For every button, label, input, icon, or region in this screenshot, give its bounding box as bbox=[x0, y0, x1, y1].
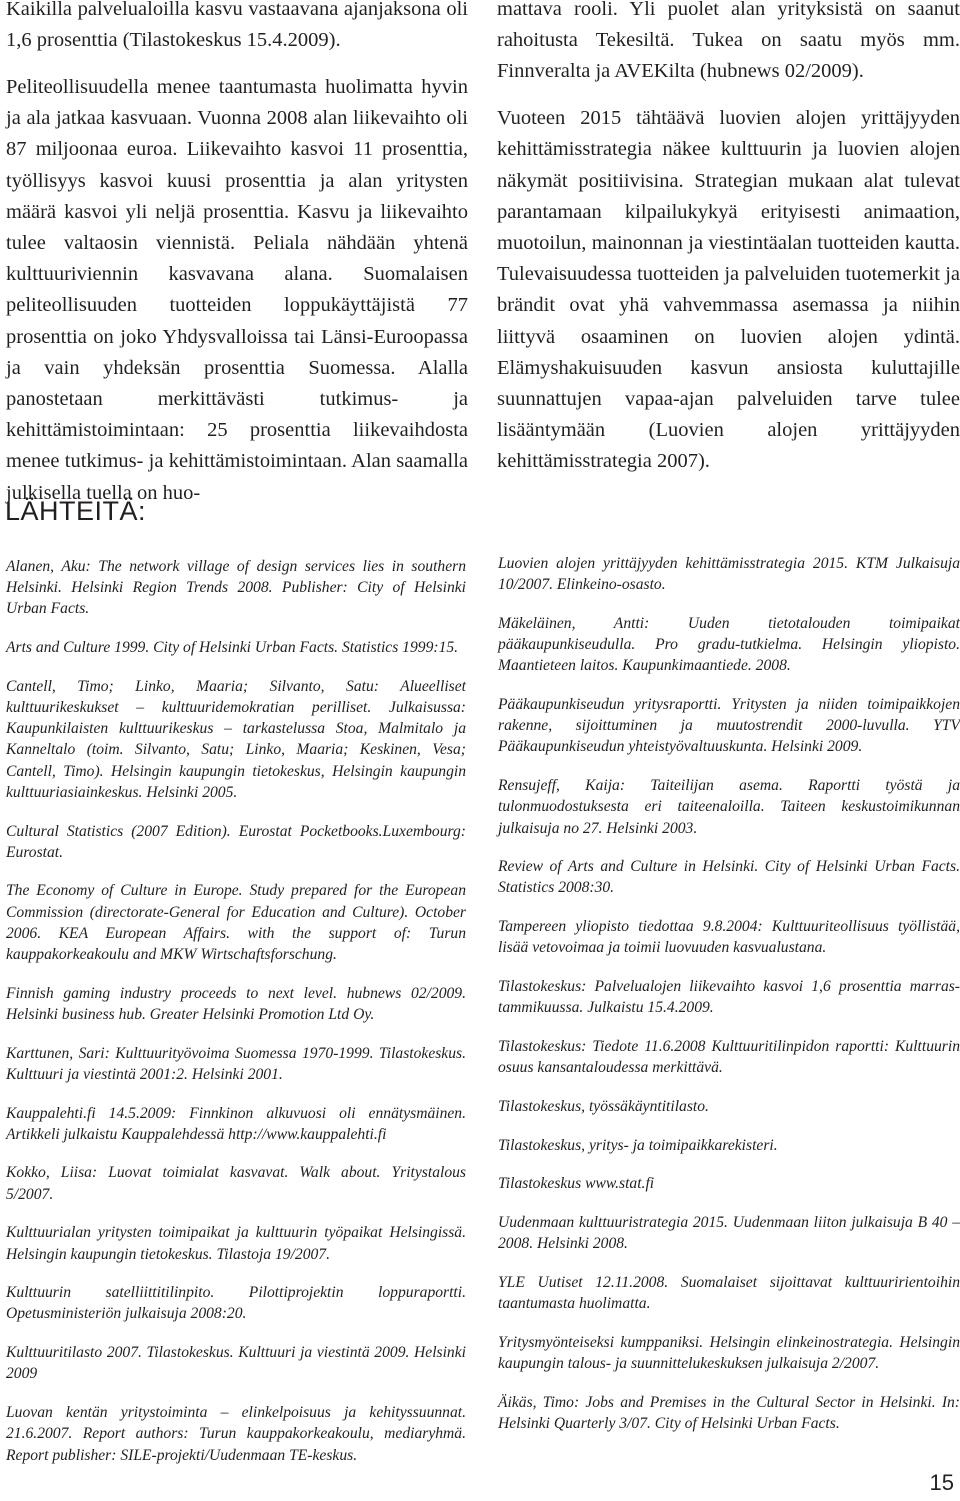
reference-item: YLE Uutiset 12.11.2008. Suomalaiset sijoittavat kulttuuririentoihin taantumasta huolimatta. bbox=[498, 1273, 960, 1313]
reference-item: The Economy of Culture in Europe. Study prepared for the European Commission (directorate-General for Education and Culture). October 2006. KEA European Affairs. with the support of: Turun kauppakorkeakoulu and MKW Wirtschaftsforschung. bbox=[6, 882, 466, 964]
reference-item: Tilastokeskus www.stat.fi bbox=[498, 1175, 655, 1193]
reference-item: Karttunen, Sari: Kulttuurityövoima Suomessa 1970-1999. Tilastokeskus. Kulttuuri ja viestintä 2001:2. Helsinki 2001. bbox=[6, 1044, 466, 1083]
reference-item: Yritysmyönteiseksi kumppaniksi. Helsingin elinkeinostrategia. Helsingin kaupungin talous- ja suunnittelukeskuksen julkaisuja 2/2007. bbox=[498, 1333, 960, 1372]
references-column-left bbox=[6, 556, 466, 1483]
references-column-right bbox=[498, 553, 960, 1452]
reference-item: Tilastokeskus: Tiedote 11.6.2008 Kulttuuritilinpidon raportti: Kulttuurin osuus kansantaloudessa merkittävä. bbox=[498, 1037, 960, 1077]
reference-item: Äikäs, Timo: Jobs and Premises in the Cultural Sector in Helsinki. In: Helsinki Quarterly 3/07. City of Helsinki Urban Facts. bbox=[498, 1393, 960, 1432]
reference-item: Review of Arts and Culture in Helsinki. City of Helsinki Urban Facts. Statistics 2008:30. bbox=[498, 858, 960, 897]
body-paragraph: Kaikilla palvelualoilla kasvu vastaavana ajanjaksona oli 1,6 prosenttia (Tilastokeskus 15.4.2009). bbox=[6, 0, 468, 52]
reference-item: Luovan kentän yritystoiminta – elinkelpoisuus ja kehityssuunnat. 21.6.2007. Report authors: Turun kauppakorkeakoulu, mediaryhmä. Report publisher: SILE-projekti/Uudenmaan TE-keskus. bbox=[6, 1404, 466, 1464]
reference-item: Tilastokeskus: Palvelualojen liikevaihto kasvoi 1,6 prosenttia marras-tammikuussa. Julkaistu 15.4.2009. bbox=[498, 978, 960, 1017]
reference-item: Pääkaupunkiseudun yritysraportti. Yritysten ja niiden toimipaikkojen rakenne, sijoittuminen ja muutostrendit 2000-luvulla. YTV Pääkaupunkiseudun yhteistyövaltuuskunta. Helsinki 2009. bbox=[498, 696, 960, 756]
body-paragraph: mattava rooli. Yli puolet alan yrityksistä on saanut rahoitusta Tekesiltä. Tukea on saatu myös mm. Finnveralta ja AVEKilta (hubnews 02/2009). bbox=[497, 0, 960, 83]
reference-item: Luovien alojen yrittäjyyden kehittämisstrategia 2015. KTM Julkaisuja 10/2007. Elinkeino-osasto. bbox=[498, 555, 960, 594]
reference-item: Uudenmaan kulttuuristrategia 2015. Uudenmaan liiton julkaisuja B 40 – 2008. Helsinki 2008. bbox=[498, 1213, 960, 1253]
reference-item: Cultural Statistics (2007 Edition). Eurostat Pocketbooks.Luxembourg: Eurostat. bbox=[6, 822, 466, 861]
reference-item: Arts and Culture 1999. City of Helsinki Urban Facts. Statistics 1999:15. bbox=[6, 639, 459, 657]
page-number: 15 bbox=[929, 1470, 954, 1495]
body-column-right bbox=[497, 0, 960, 493]
reference-item: Cantell, Timo; Linko, Maaria; Silvanto, Satu: Alueelliset kulttuurikeskukset – kulttuuridemokratian perilliset. Julkaisussa: Kaupunkilaisten kulttuurikeskus – tarkastelussa Stoa, Malmitalo ja Kanneltalo (toim. Silvanto, Satu; Linko, Maaria; Keskinen, Vesa; Cantell, Timo). Helsingin kaupungin tietokeskus, Helsingin kaupungin kulttuuriasiainkeskus. Helsinki 2005. bbox=[6, 677, 466, 801]
reference-item: Tampereen yliopisto tiedottaa 9.8.2004: Kulttuuriteollisuus työllistää, lisää vetovoimaa ja toimii luovuuden kasvualustana. bbox=[498, 918, 960, 957]
reference-item: Finnish gaming industry proceeds to next level. hubnews 02/2009. Helsinki business hub. Greater Helsinki Promotion Ltd Oy. bbox=[6, 984, 466, 1023]
reference-item: Rensujeff, Kaija: Taiteilijan asema. Raportti työstä ja tulonmuodostuksesta eri taiteenaloilla. Taiteen keskustoimikunnan julkaisuja no 27. Helsinki 2003. bbox=[498, 777, 960, 837]
body-paragraph: Peliteollisuudella menee taantumasta huolimatta hyvin ja ala jatkaa kasvuaan. Vuonna 2008 alan liikevaihto oli 87 miljoonaa euroa. Liikevaihto kasvoi 11 prosenttia, työllisyys kasvoi kuusi prosenttia ja alan yritysten määrä kasvoi yli neljä prosenttia. Kasvu ja liikevaihto tulee valtaosin viennistä. Peliala nähdään yhtenä kulttuuriviennin kasvavana alana. Suomalaisen peliteollisuuden tuotteiden loppukäyttäjistä 77 prosenttia on joko Yhdysvalloissa tai Länsi-Euroopassa ja vain yhdeksän prosenttia Suomessa. Alalla panostetaan merkittävästi tutkimus- ja kehittämistoimintaan: 25 prosenttia liikevaihdosta menee tutkimus- ja kehittämistoimintaan. Alan saamalla julkisella tuella on huo- bbox=[6, 75, 468, 504]
reference-item: Kulttuuritilasto 2007. Tilastokeskus. Kulttuuri ja viestintä 2009. Helsinki 2009 bbox=[6, 1344, 466, 1383]
reference-item: Mäkeläinen, Antti: Uuden tietotalouden toimipaikat pääkaupunkiseudulla. Pro gradu-tutkielma. Helsingin yliopisto. Maantieteen laitos. Kaupunkimaantiede. 2008. bbox=[498, 614, 960, 675]
reference-item: Kulttuurialan yritysten toimipaikat ja kulttuurin työpaikat Helsingissä. Helsingin kaupungin tietokeskus. Tilastoja 19/2007. bbox=[6, 1224, 466, 1263]
body-paragraph: Vuoteen 2015 tähtäävä luovien alojen yrittäjyyden kehittämisstrategia näkee kulttuurin ja luovien alojen näkymät positiivisina. Strategian mukaan alat tulevat parantamaan kilpailukykyä erityisesti animaation, muotoilun, mainonnan ja viestintäalan tuotteiden kautta. Tulevaisuudessa tuotteiden ja palveluiden tuotemerkit ja brändit ovat yhä vahvemmassa asemassa ja niihin liittyvä osaaminen on luovien alojen ydintä. Elämyshakuisuuden kasvun ansiosta kuluttajille suunnattujen vapaa-ajan palveluiden tarve tulee lisääntymään (Luovien alojen yrittäjyyden kehittämisstrategia 2007). bbox=[497, 107, 960, 473]
reference-item: Tilastokeskus, työssäkäyntitilasto. bbox=[498, 1097, 709, 1115]
sources-heading: LÄHTEITÄ: bbox=[5, 496, 147, 526]
reference-item: Alanen, Aku: The network village of design services lies in southern Helsinki. Helsinki Region Trends 2008. Publisher: City of Helsinki Urban Facts. bbox=[6, 558, 466, 618]
reference-item: Kauppalehti.fi 14.5.2009: Finnkinon alkuvuosi oli ennätysmäinen. Artikkeli julkaistu Kauppalehdessä http://www.kauppalehti.fi bbox=[6, 1104, 466, 1143]
reference-item: Tilastokeskus, yritys- ja toimipaikkarekisteri. bbox=[498, 1136, 778, 1154]
reference-item: Kokko, Liisa: Luovat toimialat kasvavat. Walk about. Yritystalous 5/2007. bbox=[6, 1164, 466, 1203]
reference-item: Kulttuurin satelliittitilinpito. Pilottiprojektin loppuraportti. Opetusministeriön julkaisuja 2008:20. bbox=[6, 1284, 466, 1323]
body-column-left bbox=[6, 0, 468, 524]
